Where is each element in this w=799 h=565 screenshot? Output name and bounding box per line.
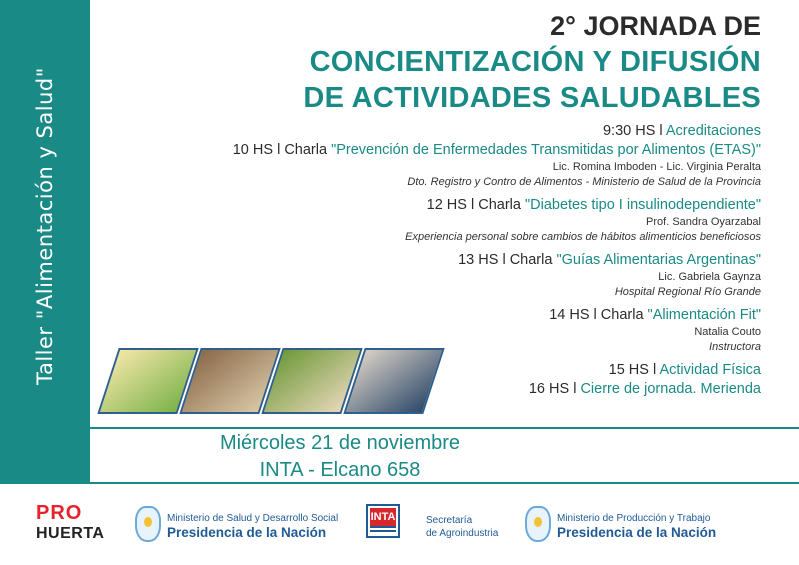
schedule-detail: Experiencia personal sobre cambios de hábitos alimenticios beneficiosos: [405, 231, 761, 243]
divider-line: [90, 427, 799, 429]
workshop-title: Taller "Alimentación y Salud": [33, 67, 57, 385]
schedule-separator: l: [652, 362, 657, 378]
heading-line-3: DE ACTIVIDADES SALUDABLES: [303, 82, 761, 114]
schedule-item: [141, 306, 761, 325]
schedule-item: [141, 196, 761, 215]
prohuerta-logo: [36, 502, 116, 543]
schedule-detail: Lic. Romina Imboden - Lic. Virginia Peralta: [552, 161, 761, 173]
prohuerta-pro: PRO: [36, 502, 83, 524]
schedule-separator: l: [277, 142, 281, 158]
ministry-production-presidency: Presidencia de la Nación: [557, 525, 717, 540]
secretaria-logo: [426, 514, 498, 540]
schedule-detail: Instructora: [709, 341, 761, 353]
event-info: [90, 430, 590, 484]
ministry-health-presidency: Presidencia de la Nación: [167, 525, 327, 540]
schedule-title: Cierre de jornada. Merienda: [580, 381, 761, 397]
schedule-separator: l: [593, 307, 597, 323]
event-date: Miércoles 21 de noviembre: [219, 432, 461, 454]
ministry-health-name: Ministerio de Salud y Desarrollo Social: [167, 513, 339, 524]
schedule-type: Charla: [509, 252, 553, 268]
schedule-detail: Lic. Gabriela Gaynza: [658, 271, 761, 283]
ministry-production-logo: [557, 512, 716, 541]
schedule-title: "Alimentación Fit": [647, 307, 761, 323]
schedule-item: [141, 141, 761, 160]
sidebar-band: [0, 0, 90, 483]
schedule-item: [141, 122, 761, 141]
inta-logo-text: INTA: [370, 508, 396, 526]
ministry-production-name: Ministerio de Producción y Trabajo: [557, 513, 711, 524]
schedule-title: Acreditaciones: [665, 123, 761, 139]
schedule-type: Charla: [600, 307, 644, 323]
national-emblem-icon: [525, 506, 551, 542]
schedule-title: Actividad Física: [659, 362, 761, 378]
prohuerta-huerta: HUERTA: [36, 525, 105, 542]
schedule-type: Charla: [284, 142, 328, 158]
schedule-time: 14 HS: [549, 307, 590, 323]
secretaria-line-2: de Agroindustria: [426, 528, 499, 539]
schedule-separator: l: [659, 123, 663, 139]
schedule-detail: Dto. Registro y Contro de Alimentos - Ministerio de Salud de la Provincia: [407, 176, 761, 188]
schedule-type: Charla: [478, 197, 521, 213]
schedule-time: 9:30 HS: [602, 123, 656, 139]
schedule-time: 15 HS: [608, 362, 649, 378]
inta-logo-stripes: [370, 526, 396, 534]
schedule-time: 10 HS: [232, 142, 274, 158]
schedule-detail: Hospital Regional Río Grande: [614, 286, 761, 298]
schedule-detail: Natalia Couto: [694, 326, 761, 338]
secretaria-line-1: Secretaría: [426, 515, 473, 526]
national-emblem-icon: [135, 506, 161, 542]
event-heading: [303, 8, 761, 116]
sponsor-footer: [0, 484, 799, 565]
inta-logo: [366, 504, 400, 538]
heading-line-2: CONCIENTIZACIÓN Y DIFUSIÓN: [309, 46, 761, 78]
heading-line-1: 2° JORNADA DE: [550, 11, 761, 41]
schedule-time: 16 HS: [528, 381, 570, 397]
schedule-title: "Guías Alimentarias Argentinas": [556, 252, 761, 268]
schedule-title: "Prevención de Enfermedades Transmitidas por Alimentos (ETAS)": [331, 142, 761, 158]
schedule-time: 12 HS: [426, 197, 467, 213]
event-location: INTA - Elcano 658: [259, 459, 421, 481]
schedule-detail: Prof. Sandra Oyarzabal: [646, 216, 761, 228]
schedule-separator: l: [502, 252, 506, 268]
ministry-health-logo: [167, 512, 338, 541]
schedule-item: [141, 251, 761, 270]
schedule-time: 13 HS: [458, 252, 499, 268]
schedule-separator: l: [573, 381, 577, 397]
schedule-separator: l: [470, 197, 475, 213]
schedule-title: "Diabetes tipo I insulinodependiente": [524, 197, 761, 213]
